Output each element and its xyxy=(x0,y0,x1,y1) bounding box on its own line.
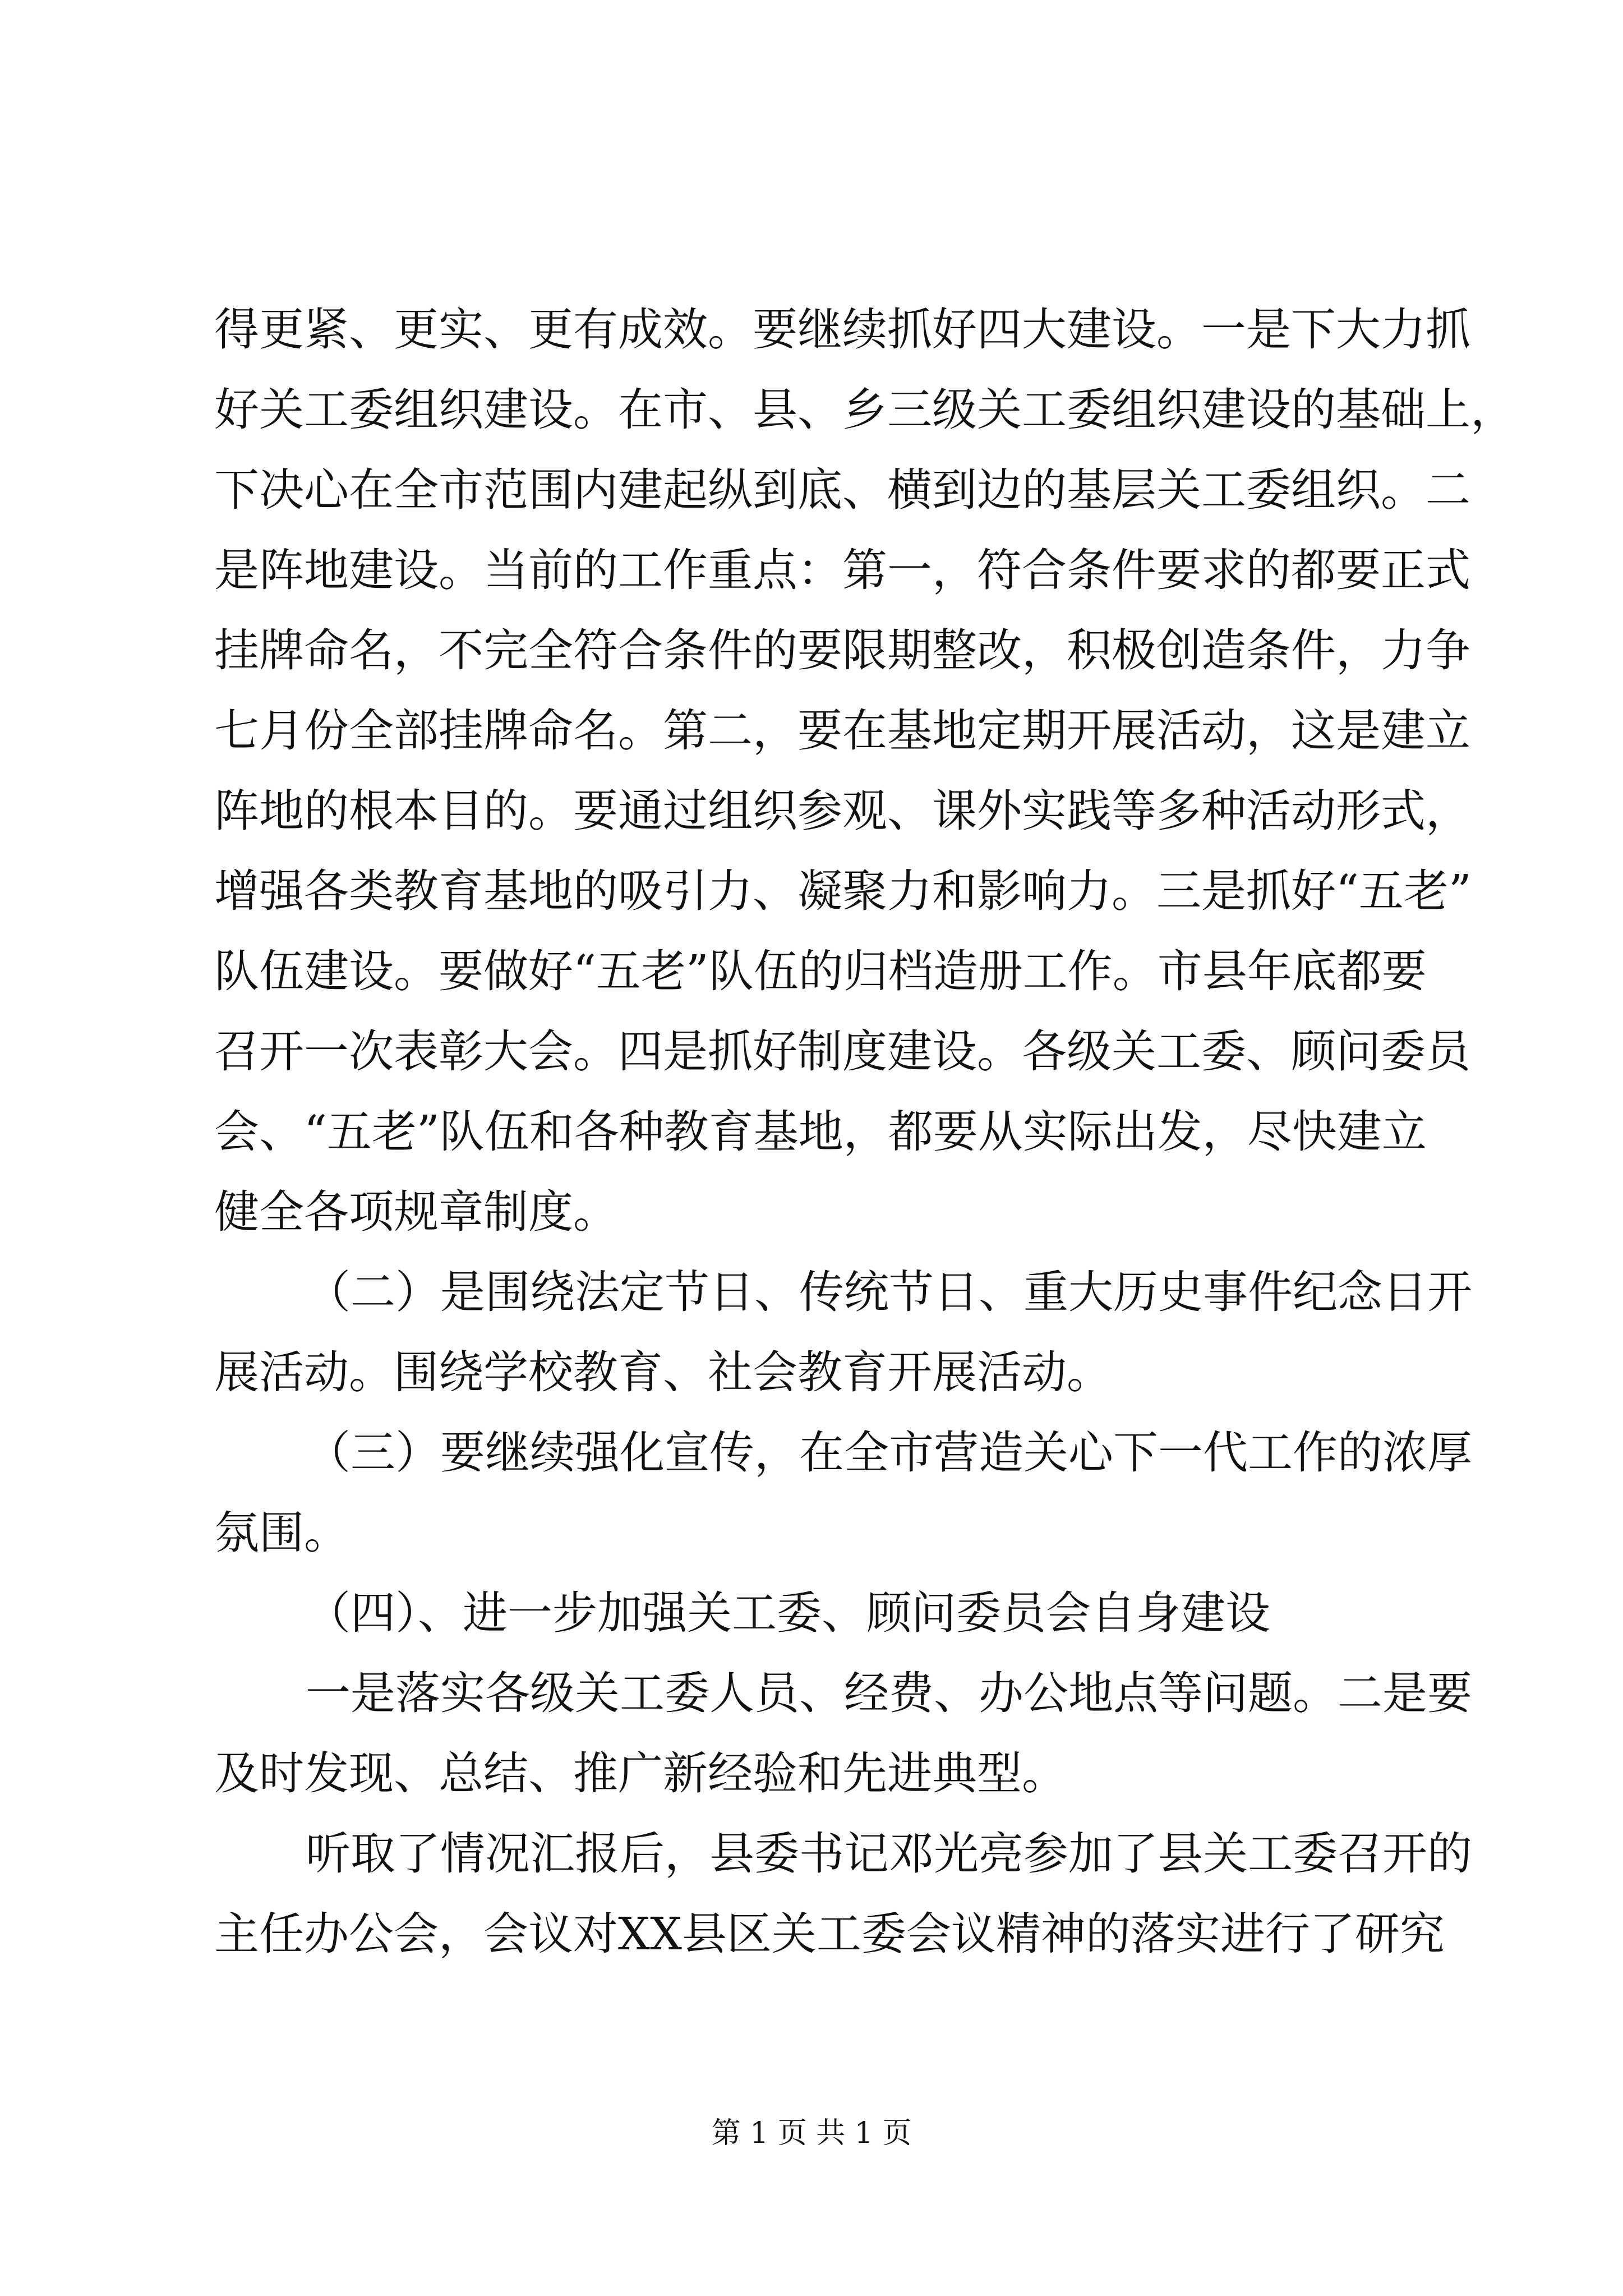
body-line-10: 召开一次表彰大会。四是抓好制度建设。各级关工委、顾问委员 xyxy=(214,1025,1470,1078)
section-4-body-line-1: 一是落实各级关工委人员、经费、办公地点等问题。二是要 xyxy=(306,1667,1472,1719)
body-line-2: 好关工委组织建设。在市、县、乡三级关工委组织建设的基础上， xyxy=(214,384,1515,436)
page-number-footer: 第 1 页 共 1 页 xyxy=(711,2116,912,2150)
body-line-1: 得更紧、更实、更有成效。要继续抓好四大建设。一是下大力抓 xyxy=(214,303,1470,356)
section-4-body-line-2: 及时发现、总结、推广新经验和先进典型。 xyxy=(214,1747,1067,1800)
body-line-5: 挂牌命名，不完全符合条件的要限期整改，积极创造条件，力争 xyxy=(214,624,1470,677)
closing-paragraph-line-2: 主任办公会，会议对XX县区关工委会议精神的落实进行了研究 xyxy=(214,1908,1445,1960)
section-3-body-line: 氛围。 xyxy=(214,1507,349,1559)
section-2-heading-line: （二）是围绕法定节日、传统节日、重大历史事件纪念日开 xyxy=(306,1266,1472,1318)
body-line-7: 阵地的根本目的。要通过组织参观、课外实践等多种活动形式， xyxy=(214,785,1470,837)
body-line-3: 下决心在全市范围内建起纵到底、横到边的基层关工委组织。二 xyxy=(214,464,1470,516)
body-line-4: 是阵地建设。当前的工作重点：第一，符合条件要求的都要正式 xyxy=(214,544,1470,596)
body-line-12: 健全各项规章制度。 xyxy=(214,1186,618,1238)
body-line-9: 队伍建设。要做好“五老”队伍的归档造册工作。市县年底都要 xyxy=(214,945,1427,997)
body-line-8: 增强各类教育基地的吸引力、凝聚力和影响力。三是抓好“五老” xyxy=(214,865,1472,917)
section-2-body-line: 展活动。围绕学校教育、社会教育开展活动。 xyxy=(214,1346,1112,1398)
closing-paragraph-line-1: 听取了情况汇报后，县委书记邓光亮参加了县关工委召开的 xyxy=(306,1828,1472,1880)
body-line-11: 会、“五老”队伍和各种教育基地，都要从实际出发，尽快建立 xyxy=(214,1106,1427,1158)
section-3-heading-line: （三）要继续强化宣传，在全市营造关心下一代工作的浓厚 xyxy=(306,1427,1472,1479)
section-4-heading: （四）、进一步加强关工委、顾问委员会自身建设 xyxy=(306,1587,1270,1639)
body-line-6: 七月份全部挂牌命名。第二，要在基地定期开展活动，这是建立 xyxy=(214,705,1470,757)
